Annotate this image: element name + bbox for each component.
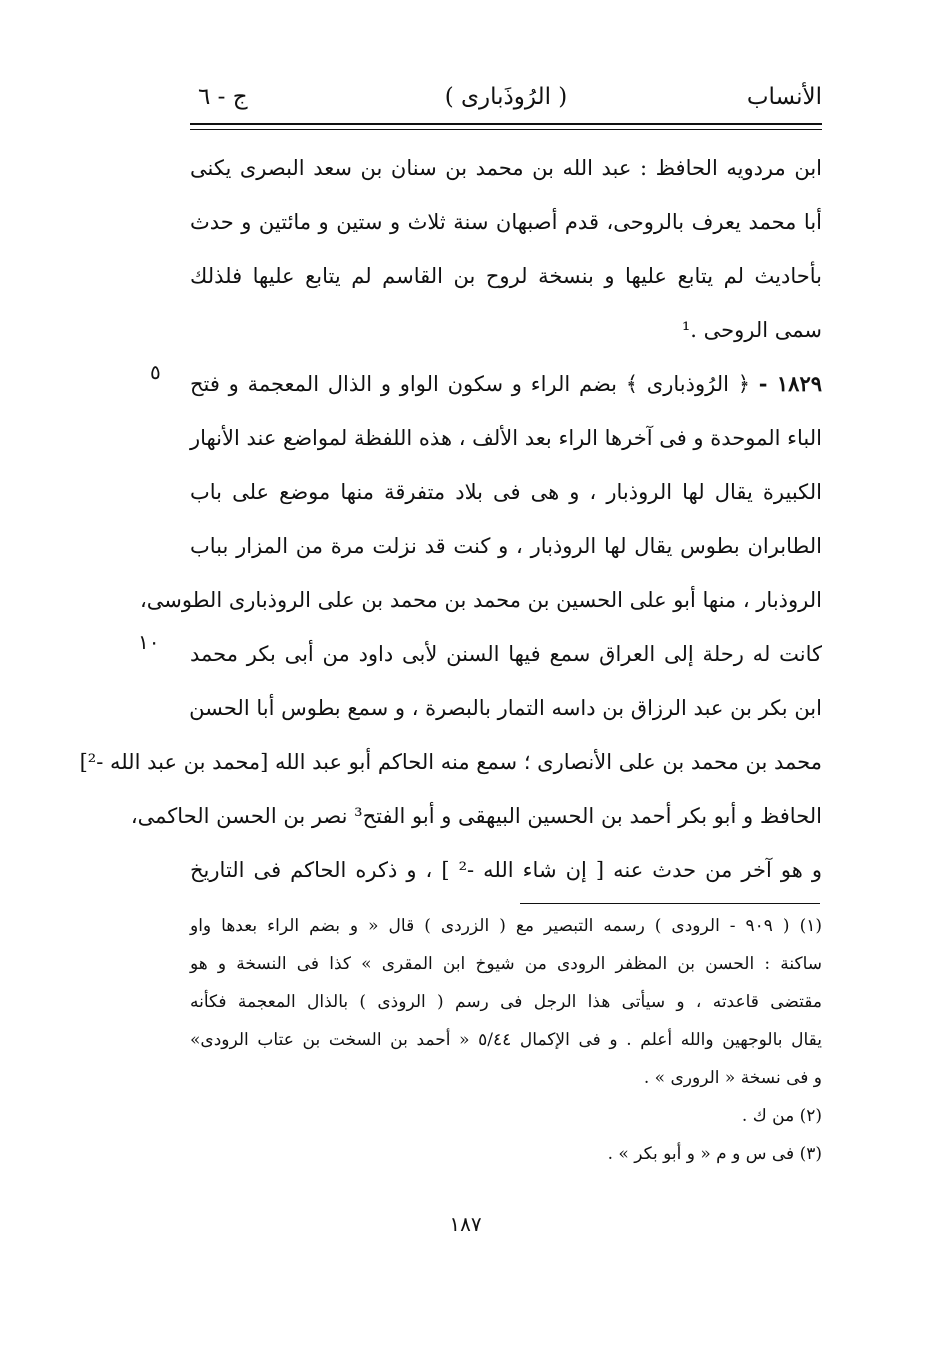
footnote-line: (٢) من ك . [741, 1106, 822, 1126]
volume-label: ج - ٦ [198, 84, 248, 110]
text-line: سمى الروحى .¹ [681, 318, 822, 342]
footnote-line: (١) ( ٩٠٩ - الرودى ) رسمه التبصير مع ( الزردى ) قال « و بضم الراء بعدها واو [190, 916, 822, 936]
text-line: محمد بن محمد بن على الأنصارى ؛ سمع منه الحاكم أبو عبد الله [محمد بن عبد الله -²] [79, 750, 822, 774]
text-line: بأحاديث لم يتابع عليها و بنسخة لروح بن القاسم لم يتابع عليها فلذلك [190, 264, 822, 288]
text-line: الباء الموحدة و فى آخرها الراء بعد الألف ، هذه اللفظة لمواضع عند الأنهار [189, 426, 822, 450]
running-header [190, 84, 822, 124]
text-line: أبا محمد يعرف بالروحى، قدم أصبهان سنة ثلاث و ستين و مائتين و حدث [190, 210, 822, 234]
text-line: الكبيرة يقال لها الروذبار ، و هى فى بلاد متفرقة منها موضع على باب [190, 480, 822, 504]
margin-line-number-5: ٥ [150, 360, 161, 384]
entry-heading-line [190, 361, 822, 415]
section-title: ( الرُوذَبارى ) [444, 84, 568, 110]
text-line: كانت له رحلة إلى العراق سمع فيها السنن لأبى داود من أبى بكر محمد [190, 642, 822, 666]
book-title: الأنساب [746, 84, 822, 110]
footnote-line: ساكنة : الحسن بن المظفر الرودى من شيوخ ابن المقرى » كذا فى النسخة و هو [190, 954, 822, 974]
text-line: ابن مردويه الحافظ : عبد الله بن محمد بن سنان بن سعد البصرى يكنى [190, 156, 822, 180]
header-rule-thick [190, 123, 822, 125]
text-line: و هو آخر من حدث عنه [ إن شاء الله -² ] ، و ذكره الحاكم فى التاريخ [190, 858, 822, 882]
text-line: ابن بكر بن عبد الرزاق بن داسه التمار بالبصرة ، و سمع بطوس أبا الحسن [189, 696, 822, 720]
text-line: الروذبار ، منها أبو على الحسين بن محمد بن محمد بن على الروذبارى الطوسى، [139, 588, 822, 612]
footnote-line: و فى نسخة « الرورى » . [643, 1068, 822, 1088]
footnotes [190, 908, 822, 1174]
footnote-line: يقال بالوجهين والله أعلم . و فى الإكمال ٥/٤٤ « أحمد بن السخت بن عتاب الرودى» [190, 1030, 822, 1050]
page-number: ١٨٧ [449, 1212, 482, 1236]
entry-number: ١٨٢٩ - [758, 371, 823, 396]
text-line: الطابران بطوس يقال لها الروذبار ، و كنت قد نزلت مرة من المزار بباب [190, 534, 822, 558]
footnote-separator [520, 903, 820, 904]
header-rule-thin [190, 129, 822, 130]
margin-line-number-10: ١٠ [138, 630, 160, 654]
entry-heading-text: ﴿ الرُوذبارى ﴾ بضم الراء و سكون الواو و الذال المعجمة و فتح [190, 372, 751, 396]
text-line: الحافظ و أبو بكر أحمد بن الحسين البيهقى و أبو الفتح³ نصر بن الحسن الحاكمى، [130, 804, 822, 828]
footnote-line: (٣) فى س و م « و أبو بكر » . [607, 1144, 822, 1164]
footnote-line: مقتضى قاعدته ، و سيأتى هذا الرجل فى رسم ( الروذى ) بالذال المعجمة فكأنه [190, 992, 822, 1012]
